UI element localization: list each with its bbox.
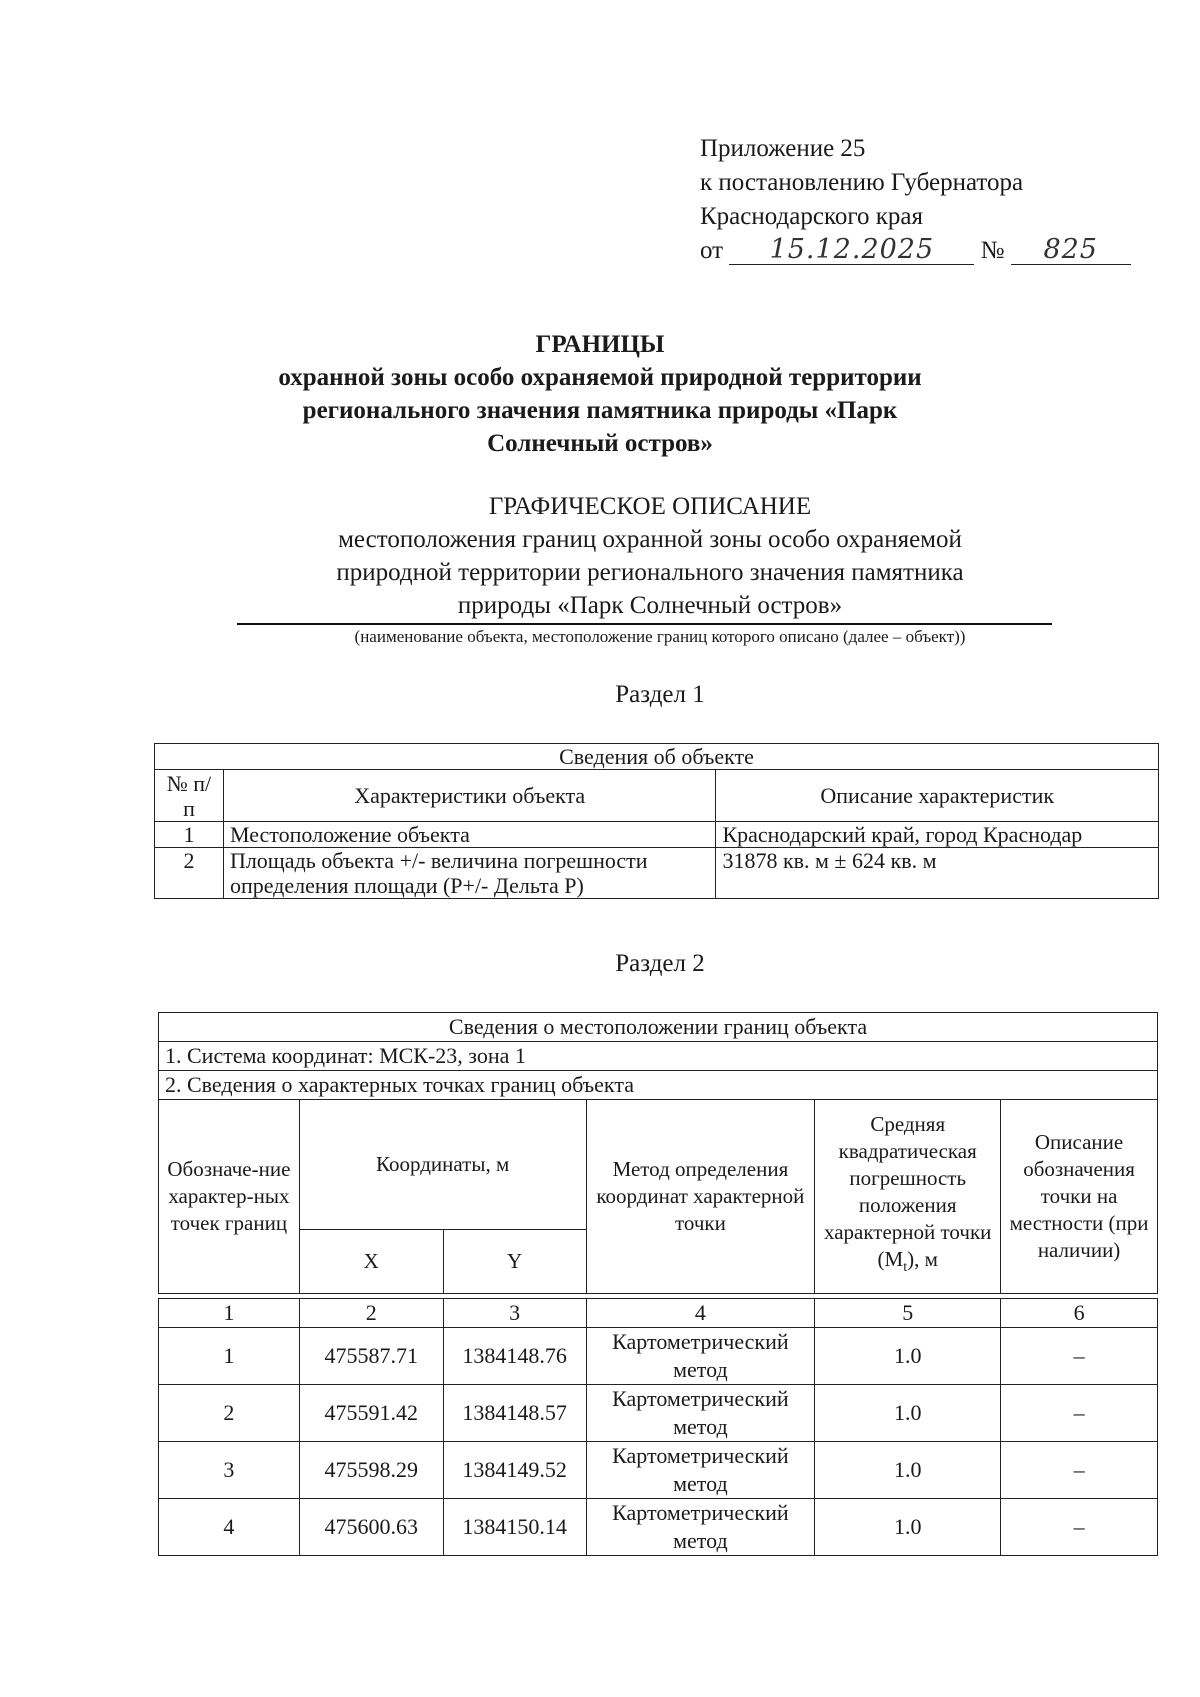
row-characteristic: Площадь объекта +/- величина погрешности определения площади (P+/- Дельта P) [223,848,716,899]
method: Картометрический метод [586,1442,815,1499]
row-num: 2 [155,848,224,899]
point-description: – [1001,1499,1158,1556]
mse-subscript: t [903,1260,908,1276]
error: 1.0 [815,1385,1001,1442]
table-row [159,1499,1158,1556]
row-num: 1 [155,822,224,848]
point-description: – [1001,1442,1158,1499]
object-info-table [154,743,1159,899]
point-id: 3 [159,1442,300,1499]
coord-x: 475598.29 [299,1442,443,1499]
point-description: – [1001,1328,1158,1385]
method: Картометрический метод [586,1328,815,1385]
error: 1.0 [815,1328,1001,1385]
table-row [159,1328,1158,1385]
from-label: от [700,237,724,264]
document-title [180,328,1020,460]
column-number: 3 [443,1299,586,1328]
coord-y: 1384150.14 [443,1499,586,1556]
point-description: – [1001,1385,1158,1442]
header-x: X [299,1230,443,1294]
coordinate-system: 1. Система координат: МСК-23, зона 1 [159,1042,1158,1071]
row-characteristic: Местоположение объекта [223,822,716,848]
method: Картометрический метод [586,1385,815,1442]
header-coordinates: Координаты, м [299,1100,586,1230]
table-row [159,1442,1158,1499]
handwritten-date: 15.12.2025 [729,236,974,265]
column-number: 5 [815,1299,1001,1328]
object-name-caption: (наименование объекта, местоположение границ которого описано (далее – объект)) [354,627,966,646]
object-info-title: Сведения об объекте [155,744,1159,770]
appendix-line-3: Краснодарского края [700,203,923,230]
column-number: 6 [1001,1299,1158,1328]
header-description: Описание характеристик [716,770,1159,822]
table-row [159,1385,1158,1442]
appendix-line-1: Приложение 25 [700,135,866,162]
error: 1.0 [815,1499,1001,1556]
coord-y: 1384148.76 [443,1328,586,1385]
row-description: 31878 кв. м ± 624 кв. м [716,848,1159,899]
graphic-line-3: природы «Парк Солнечный остров» [457,592,843,619]
points-info: 2. Сведения о характерных точках границ объекта [159,1071,1158,1100]
method: Картометрический метод [586,1499,815,1556]
header-method: Метод определения координат характерной точки [586,1100,815,1294]
point-id: 1 [159,1328,300,1385]
coord-x: 475591.42 [299,1385,443,1442]
mse-unit: ), м [907,1247,938,1272]
header-num: № п/п [155,770,224,822]
graphic-description [200,490,1100,622]
section-2-title: Раздел 2 [615,950,705,977]
appendix-line-2: к постановлению Губернатора [700,169,1024,196]
title-line-3: Солнечный остров» [487,430,713,457]
header-characteristics: Характеристики объекта [223,770,716,822]
title-line-2: регионального значения памятника природы «Парк [302,397,898,424]
title-heading: ГРАНИЦЫ [535,331,665,358]
appendix-block [700,132,1131,268]
column-number: 4 [586,1299,815,1328]
column-numbers-row [159,1299,1158,1328]
column-number: 2 [299,1299,443,1328]
row-description: Краснодарский край, город Краснодар [716,822,1159,848]
coord-y: 1384148.57 [443,1385,586,1442]
header-point-designation: Обозначе-ние характер-ных точек границ [159,1100,300,1294]
handwritten-number: 825 [1011,236,1131,265]
table-row [155,848,1159,899]
graphic-line-1: местоположения границ охранной зоны особо охраняемой [338,526,962,553]
number-label: № [980,237,1005,264]
object-name-rule [237,623,1052,625]
header-y: Y [443,1230,586,1294]
header-point-description: Описание обозначения точки на местности (при наличии) [1001,1100,1158,1294]
graphic-line-2: природной территории регионального значения памятника [336,559,964,586]
mse-label: Средняя квадратическая погрешность положения характерной точки (M [824,1112,992,1272]
boundary-points-table [158,1012,1158,1556]
title-line-1: охранной зоны особо охраняемой природной территории [278,364,922,391]
graphic-heading: ГРАФИЧЕСКОЕ ОПИСАНИЕ [488,493,812,520]
header-mean-square-error [815,1100,1001,1294]
point-id: 2 [159,1385,300,1442]
coord-x: 475587.71 [299,1328,443,1385]
section-1-title: Раздел 1 [615,681,705,708]
table-row [155,822,1159,848]
coord-x: 475600.63 [299,1499,443,1556]
column-number: 1 [159,1299,300,1328]
boundary-table-title: Сведения о местоположении границ объекта [159,1013,1158,1042]
point-id: 4 [159,1499,300,1556]
appendix-date-line [700,234,1131,268]
coord-y: 1384149.52 [443,1442,586,1499]
error: 1.0 [815,1442,1001,1499]
